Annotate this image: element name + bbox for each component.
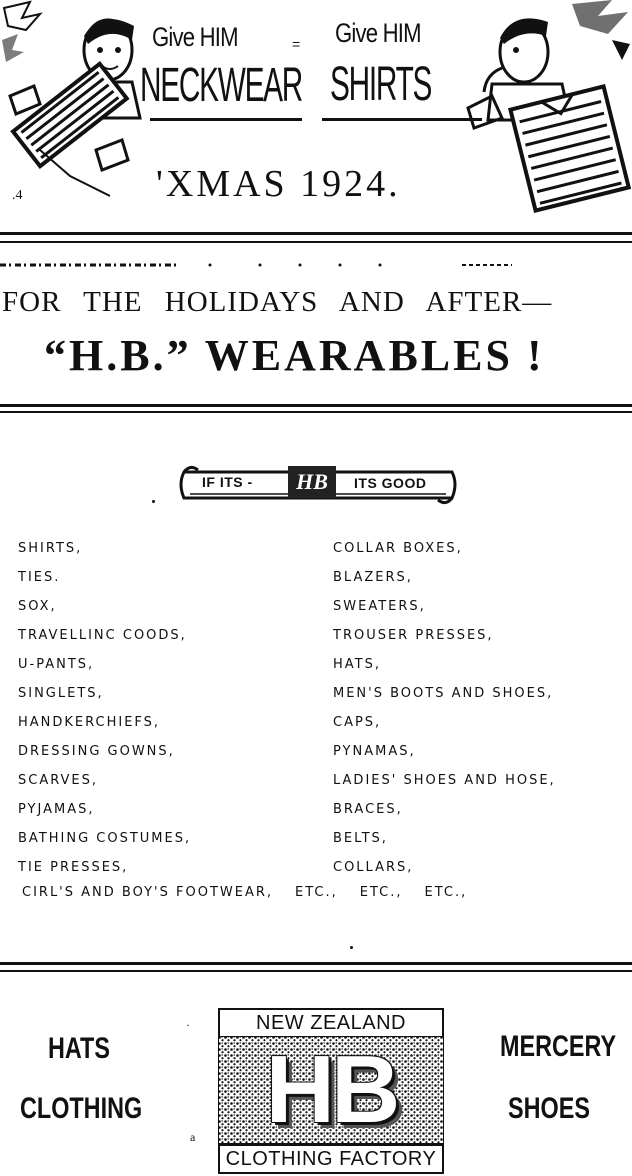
holidays-line: FOR THE HOLIDAYS AND AFTER— — [2, 286, 553, 318]
list-item: SHIRTS, — [18, 541, 83, 556]
list-item: DRESSING GOWNS, — [18, 744, 175, 759]
list-item: TRAVELLINC COODS, — [18, 628, 187, 643]
list-item: BRACES, — [333, 802, 403, 817]
list-item: BELTS, — [333, 831, 388, 846]
header — [0, 0, 632, 228]
man-with-neckwear-illustration — [0, 0, 150, 200]
logo-clothing-factory: CLOTHING FACTORY — [218, 1144, 444, 1174]
logo-hb-letters: HB — [265, 1036, 397, 1143]
give-him-right: Give HIM — [335, 18, 421, 48]
list-item: CAPS, — [333, 715, 382, 730]
product-list-left — [18, 534, 191, 882]
etc-text: ETC., — [295, 885, 338, 900]
header-rule-right — [322, 118, 482, 121]
list-item: BATHING COSTUMES, — [18, 831, 192, 846]
rule-2a — [0, 404, 632, 407]
list-item: TROUSER PRESSES, — [333, 628, 494, 643]
header-rule-left — [150, 118, 302, 121]
footwear-line — [22, 885, 467, 900]
hb-factory-logo — [218, 1008, 444, 1174]
list-item: MEN'S BOOTS AND SHOES, — [333, 686, 554, 701]
rule-3b — [0, 970, 632, 972]
list-item: HATS, — [333, 657, 381, 672]
man-with-shirts-illustration — [462, 0, 632, 215]
rule-1a — [0, 232, 632, 235]
banner-its-good: ITS GOOD — [354, 475, 427, 491]
footer-clothing: CLOTHING — [20, 1092, 143, 1125]
list-item: LADIES' SHOES AND HOSE, — [333, 773, 556, 788]
list-item: SCARVES, — [18, 773, 99, 788]
list-item: PYJAMAS, — [18, 802, 95, 817]
shirts-heading: SHIRTS — [330, 58, 432, 111]
mark-dash: = — [292, 36, 301, 52]
margin-mark: a — [190, 1130, 196, 1144]
rule-1b — [0, 241, 632, 243]
xmas-heading: 'XMAS 1924. — [156, 163, 401, 205]
list-item: SOX, — [18, 599, 57, 614]
list-item: COLLARS, — [333, 860, 414, 875]
rule-3a — [0, 962, 632, 965]
footer-shoes: SHOES — [508, 1092, 590, 1125]
margin-mark: · — [186, 1018, 190, 1032]
banner-if-its: IF ITS - — [202, 474, 253, 490]
mark-small: .4 — [12, 188, 23, 203]
footer-hats: HATS — [48, 1032, 110, 1065]
list-item: SINGLETS, — [18, 686, 104, 701]
banner-hb-mark: HB — [288, 466, 336, 498]
list-item: COLLAR BOXES, — [333, 541, 463, 556]
etc-text: ETC., — [424, 885, 468, 900]
list-item: U-PANTS, — [18, 657, 95, 672]
footwear-item: CIRL'S AND BOY'S FOOTWEAR, — [22, 885, 274, 900]
list-item: BLAZERS, — [333, 570, 413, 585]
if-its-hb-banner — [176, 458, 460, 510]
list-item: SWEATERS, — [333, 599, 426, 614]
list-item: PYNAMAS, — [333, 744, 416, 759]
list-item: TIE PRESSES, — [18, 860, 129, 875]
etc-text: ETC., — [359, 885, 403, 900]
speck — [152, 500, 155, 503]
give-him-left: Give HIM — [152, 22, 238, 52]
footer-mercery: MERCERY — [500, 1030, 617, 1063]
list-item: TIES. — [18, 570, 61, 585]
product-list-right — [333, 534, 556, 882]
list-item: HANDKERCHIEFS, — [18, 715, 161, 730]
logo-new-zealand: NEW ZEALAND — [218, 1008, 444, 1038]
neckwear-heading: NECKWEAR — [140, 59, 303, 112]
rule-2b — [0, 411, 632, 413]
wearables-heading: “H.B.” WEARABLES ! — [44, 331, 545, 380]
speck — [350, 946, 353, 949]
print-speckle — [0, 258, 632, 270]
